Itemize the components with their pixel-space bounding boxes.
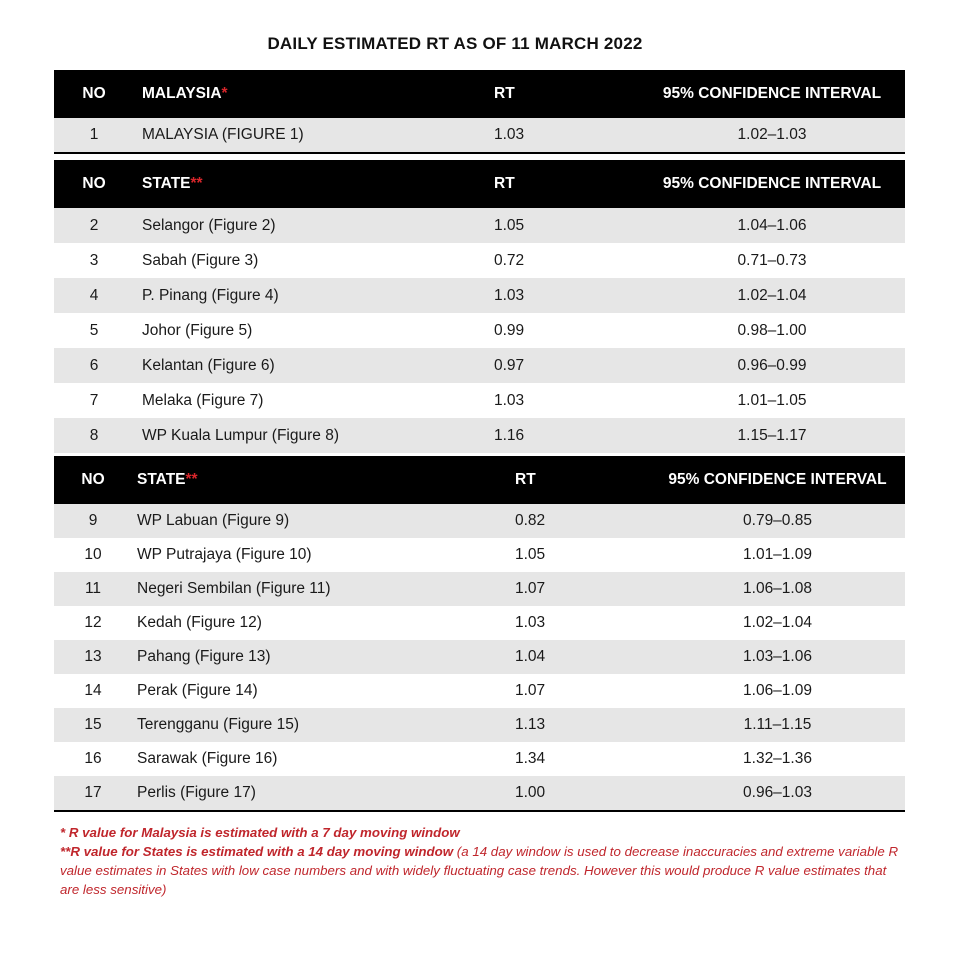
cell-rt: 1.03 <box>494 391 525 409</box>
cell-ci: 1.01–1.09 <box>743 546 812 563</box>
header-name-label: STATE <box>142 175 191 192</box>
cell-name: WP Putrajaya (Figure 10) <box>137 546 312 563</box>
cell-no: 1 <box>89 126 99 143</box>
table-row <box>54 243 905 278</box>
cell-rt: 1.03 <box>515 614 546 631</box>
cell-no: 3 <box>89 251 99 269</box>
table-header-row <box>54 456 905 504</box>
header-rt: RT <box>494 175 515 192</box>
cell-ci: 1.06–1.09 <box>743 682 812 699</box>
table-row <box>54 606 905 640</box>
table-row <box>54 640 905 674</box>
cell-rt: 1.16 <box>494 426 525 444</box>
cell-name: Negeri Sembilan (Figure 11) <box>137 580 331 597</box>
footnote-states: **R value for States is estimated with a 14 day moving window (a 14 day window is used to decrease inaccuracies and extreme variable R value estimates in States with low case numbers and with widely fluctuating case trends. However this would produce R value estimates that are less sensitive) <box>60 844 899 897</box>
cell-rt: 1.05 <box>494 216 525 234</box>
cell-no: 17 <box>84 784 102 801</box>
cell-name: Perak (Figure 14) <box>137 682 258 699</box>
table-row <box>54 208 905 243</box>
table-row <box>54 313 905 348</box>
header-footnote-mark: * <box>221 85 228 102</box>
cell-no: 10 <box>84 546 102 563</box>
cell-name: WP Kuala Lumpur (Figure 8) <box>142 426 339 444</box>
cell-name: Johor (Figure 5) <box>142 321 253 339</box>
cell-ci: 1.02–1.03 <box>737 126 807 143</box>
header-name-label: MALAYSIA <box>142 85 222 102</box>
cell-ci: 1.02–1.04 <box>737 286 807 304</box>
cell-no: 5 <box>89 321 99 339</box>
table-row <box>54 418 905 453</box>
header-name <box>134 70 489 118</box>
header-no: NO <box>82 85 106 102</box>
table-header-row <box>54 160 905 208</box>
cell-name: Sabah (Figure 3) <box>142 251 259 269</box>
header-rt: RT <box>515 471 536 488</box>
cell-rt: 1.34 <box>515 750 546 767</box>
header-ci: 95% CONFIDENCE INTERVAL <box>668 471 887 488</box>
table-row <box>54 572 905 606</box>
header-name-label: STATE <box>137 471 186 488</box>
header-no: NO <box>81 471 105 488</box>
state-table-2 <box>54 456 905 812</box>
table-row <box>54 742 905 776</box>
cell-rt: 1.00 <box>515 784 546 801</box>
cell-name: MALAYSIA (FIGURE 1) <box>142 126 304 143</box>
table-row <box>54 674 905 708</box>
cell-name: Terengganu (Figure 15) <box>137 716 299 733</box>
cell-no: 15 <box>84 716 102 733</box>
cell-no: 8 <box>89 426 99 444</box>
cell-no: 11 <box>84 580 102 597</box>
cell-ci: 0.98–1.00 <box>737 321 807 339</box>
cell-rt: 0.82 <box>515 512 546 529</box>
cell-ci: 1.02–1.04 <box>743 614 812 631</box>
table-row <box>54 538 905 572</box>
table-row <box>54 776 905 811</box>
malaysia-table <box>54 70 905 154</box>
cell-ci: 0.96–1.03 <box>743 784 812 801</box>
cell-rt: 1.03 <box>494 126 525 143</box>
cell-name: WP Labuan (Figure 9) <box>137 512 290 529</box>
cell-name: Perlis (Figure 17) <box>137 784 256 801</box>
cell-no: 14 <box>84 682 102 699</box>
cell-name: P. Pinang (Figure 4) <box>142 286 279 304</box>
cell-ci: 1.03–1.06 <box>743 648 812 665</box>
cell-no: 4 <box>89 286 99 304</box>
cell-no: 16 <box>84 750 102 767</box>
cell-ci: 1.06–1.08 <box>743 580 812 597</box>
header-ci: 95% CONFIDENCE INTERVAL <box>662 175 882 192</box>
table-row <box>54 348 905 383</box>
cell-name: Selangor (Figure 2) <box>142 216 276 234</box>
cell-ci: 1.01–1.05 <box>737 391 807 409</box>
cell-no: 12 <box>84 614 102 631</box>
header-footnote-mark: ** <box>185 471 198 488</box>
cell-rt: 1.07 <box>515 682 546 699</box>
cell-rt: 1.04 <box>515 648 546 665</box>
cell-rt: 1.03 <box>494 286 525 304</box>
header-no: NO <box>82 175 106 192</box>
cell-rt: 0.99 <box>494 321 525 339</box>
cell-rt: 0.97 <box>494 356 525 374</box>
cell-rt: 1.05 <box>515 546 546 563</box>
cell-ci: 1.11–1.15 <box>743 716 812 733</box>
cell-rt: 1.13 <box>515 716 546 733</box>
cell-no: 9 <box>88 512 98 529</box>
cell-ci: 0.71–0.73 <box>737 251 807 269</box>
cell-ci: 0.96–0.99 <box>737 356 807 374</box>
table-row <box>54 504 905 538</box>
header-ci: 95% CONFIDENCE INTERVAL <box>662 85 882 102</box>
cell-no: 6 <box>89 356 99 374</box>
table-row <box>54 708 905 742</box>
cell-rt: 1.07 <box>515 580 546 597</box>
cell-name: Kelantan (Figure 6) <box>142 356 275 374</box>
header-footnote-mark: ** <box>190 175 203 192</box>
footnote-malaysia: * R value for Malaysia is estimated with a 7 day moving window <box>60 825 460 840</box>
cell-ci: 1.15–1.17 <box>737 426 807 444</box>
cell-ci: 1.32–1.36 <box>743 750 812 767</box>
header-name <box>132 456 510 504</box>
cell-no: 13 <box>84 648 102 665</box>
cell-name: Sarawak (Figure 16) <box>137 750 278 767</box>
cell-no: 2 <box>89 216 99 234</box>
table-row <box>54 118 905 153</box>
header-name <box>134 160 489 208</box>
cell-ci: 1.04–1.06 <box>737 216 807 234</box>
state-table-1 <box>54 160 905 453</box>
footnotes <box>60 823 905 899</box>
cell-no: 7 <box>89 391 99 409</box>
cell-ci: 0.79–0.85 <box>743 512 812 529</box>
cell-name: Melaka (Figure 7) <box>142 391 264 409</box>
page-title: DAILY ESTIMATED RT AS OF 11 MARCH 2022 <box>267 34 643 53</box>
table-row <box>54 278 905 313</box>
cell-rt: 0.72 <box>494 251 525 269</box>
cell-name: Pahang (Figure 13) <box>137 648 271 665</box>
header-rt: RT <box>494 85 515 102</box>
table-header-row <box>54 70 905 118</box>
table-row <box>54 383 905 418</box>
cell-name: Kedah (Figure 12) <box>137 614 262 631</box>
